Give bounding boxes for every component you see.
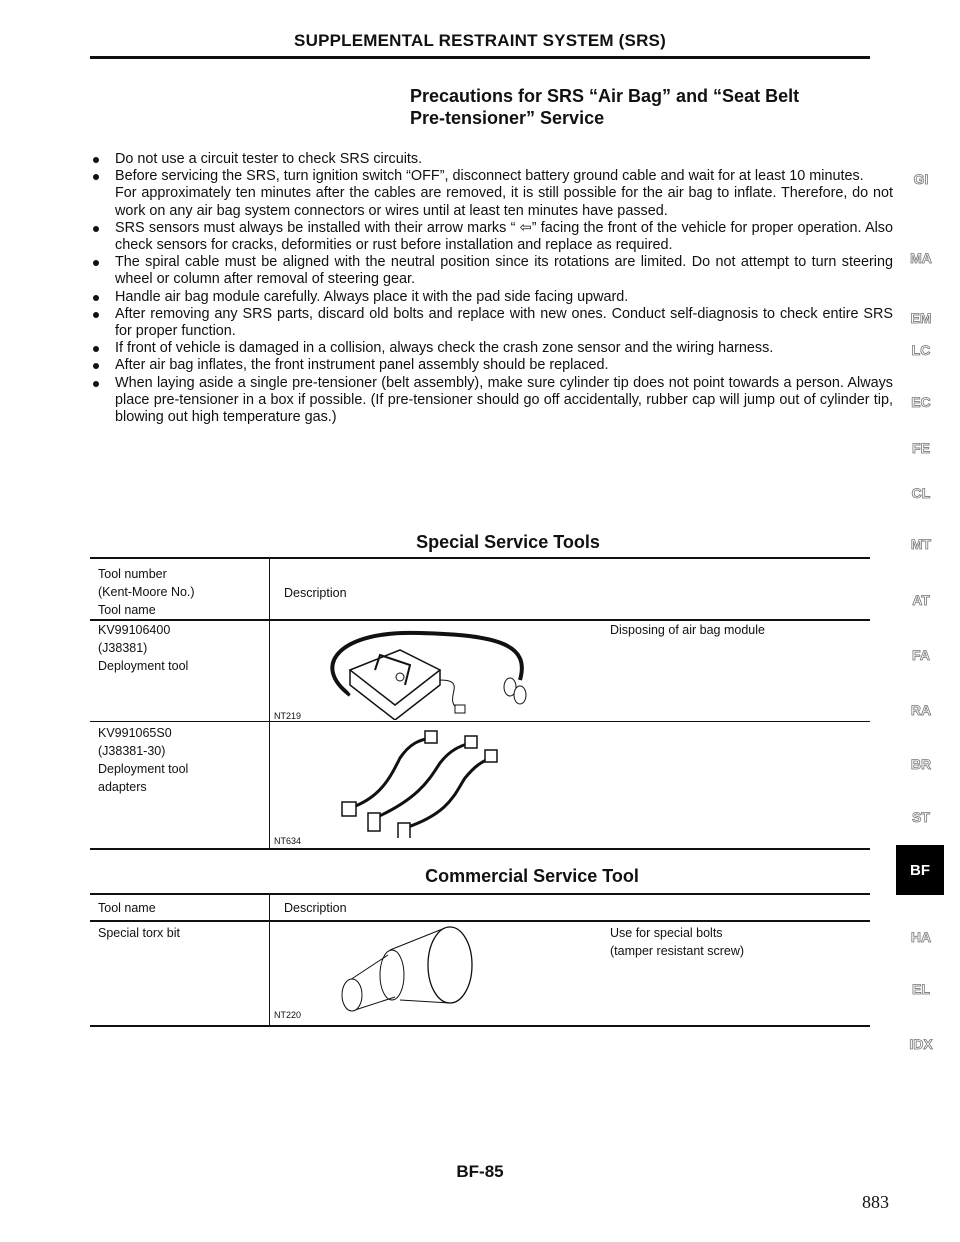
- tool-number: KV991065S0: [98, 726, 172, 740]
- page-header-title: SUPPLEMENTAL RESTRAINT SYSTEM (SRS): [294, 31, 666, 50]
- item-text: SRS sensors must always be installed with their arrow marks “ ⇦” facing the front of the vehicle for proper operation. Also check sensors for cracks, deformities or rust before installation and replace as required.: [115, 219, 893, 254]
- bullet-icon: [93, 346, 99, 352]
- tool-name: Special torx bit: [98, 926, 180, 940]
- deployment-tool-illustration: [300, 625, 560, 720]
- item-text: After air bag inflates, the front instrument panel assembly should be replaced.: [115, 357, 609, 374]
- table-row-tool-number: [98, 621, 188, 675]
- kent-moore-number: (J38381-30): [98, 744, 166, 758]
- side-tab-fe[interactable]: FE: [912, 440, 930, 456]
- bullet-icon: [93, 363, 99, 369]
- side-tab-ma[interactable]: MA: [910, 250, 932, 266]
- col1-header: Tool name: [98, 901, 156, 915]
- bullet-icon: [93, 312, 99, 318]
- bullet-icon: [93, 157, 99, 163]
- figure-code: NT634: [274, 836, 302, 846]
- list-item: [93, 254, 893, 288]
- item-text: Before servicing the SRS, turn ignition switch “OFF”, disconnect battery ground cable and wait for at least 10 minutes.: [115, 168, 864, 185]
- page-code: BF-85: [456, 1162, 504, 1181]
- item-text: If front of vehicle is damaged in a collision, always check the crash zone sensor and the wiring harness.: [115, 340, 774, 357]
- list-item: [93, 375, 893, 427]
- side-tab-ha[interactable]: HA: [910, 929, 932, 945]
- table-bottom-rule: [90, 1025, 870, 1027]
- item-text: The spiral cable must be aligned with the neutral position since its rotations are limited. Do not attempt to turn steering wheel or column after removal of steering gear.: [115, 254, 893, 288]
- header-line: Tool number: [98, 567, 167, 581]
- kent-moore-number: (J38381): [98, 641, 148, 655]
- header-rule: [90, 56, 870, 59]
- column-divider: [269, 559, 270, 849]
- side-tab-el[interactable]: EL: [912, 981, 930, 997]
- precautions-title-2: Pre-tensioner” Service: [410, 108, 605, 128]
- figure-code: NT220: [274, 1010, 302, 1020]
- tool-name: Deployment tool: [98, 762, 189, 776]
- row-rule: [90, 721, 870, 722]
- table-bottom-rule: [90, 848, 870, 850]
- torx-bit-illustration: [330, 925, 490, 1020]
- row-rule: [90, 920, 870, 922]
- item-text: Handle air bag module carefully. Always place it with the pad side facing upward.: [115, 288, 629, 305]
- tool-number: KV99106400: [98, 623, 171, 637]
- bullet-icon: [93, 381, 99, 387]
- col2-header: Description: [284, 586, 347, 600]
- table-rule: [90, 557, 870, 559]
- tool-description: Disposing of air bag module: [610, 623, 765, 637]
- item-text: After removing any SRS parts, discard old bolts and replace with new ones. Conduct self-diagnosis to check entire SRS for proper function.: [115, 305, 893, 340]
- table-row-tool-number: [98, 724, 188, 796]
- item-text: Do not use a circuit tester to check SRS circuits.: [115, 151, 423, 167]
- bullet-icon: [93, 174, 99, 180]
- side-tab-fa[interactable]: FA: [912, 647, 930, 663]
- precautions-title-1: Precautions for SRS “Air Bag” and “Seat Belt: [410, 86, 800, 106]
- tool-name: Deployment tool: [98, 659, 189, 673]
- list-item: [93, 306, 893, 340]
- side-tab-at[interactable]: AT: [912, 592, 930, 608]
- list-item: [93, 220, 893, 254]
- table-rule: [90, 893, 870, 895]
- bullet-icon: [93, 260, 99, 266]
- side-tab-idx[interactable]: IDX: [909, 1036, 933, 1052]
- side-tab-mt[interactable]: MT: [910, 536, 932, 552]
- col1-header: [98, 565, 195, 619]
- bullet-icon: [93, 295, 99, 301]
- item-text: When laying aside a single pre-tensioner (belt assembly), make sure cylinder tip does not point towards a person. Always place pre-tensioner in a box if possible. (If pre-tensioner should go off accidentally, rubber cap will jump out of cylinder tip, blowing out high temperature gas.): [115, 374, 893, 426]
- tool-description: [610, 924, 744, 960]
- list-item: [93, 340, 893, 357]
- list-item: [93, 289, 893, 306]
- side-tab-em[interactable]: EM: [910, 310, 932, 326]
- header-line: (Kent-Moore No.): [98, 585, 195, 599]
- adapter-illustration: [330, 728, 550, 838]
- side-tab-ra[interactable]: RA: [910, 702, 932, 718]
- column-divider: [269, 895, 270, 1025]
- figure-code: NT219: [274, 711, 302, 721]
- page-number: 883: [862, 1192, 889, 1212]
- side-tab-bf-active[interactable]: BF: [896, 845, 944, 895]
- side-tab-gi[interactable]: GI: [913, 171, 929, 187]
- side-tab-st[interactable]: ST: [912, 809, 930, 825]
- side-tab-br[interactable]: BR: [910, 756, 932, 772]
- special-tools-title: Special Service Tools: [416, 532, 600, 552]
- side-tab-cl[interactable]: CL: [911, 485, 931, 501]
- list-item: [93, 168, 893, 185]
- list-item: [93, 357, 893, 374]
- description-line: (tamper resistant screw): [610, 944, 745, 958]
- precautions-list: [93, 151, 893, 426]
- item-continuation: For approximately ten minutes after the cables are removed, it is still possible for the air bag to inflate. Therefore, do not work on any air bag system connectors or wires until at least ten minutes have passed.: [115, 185, 893, 219]
- commercial-tools-title: Commercial Service Tool: [425, 866, 639, 886]
- list-item: [93, 151, 893, 168]
- side-tab-lc[interactable]: LC: [911, 342, 931, 358]
- description-line: Use for special bolts: [610, 926, 723, 940]
- bullet-icon: [93, 226, 99, 232]
- col2-header: Description: [284, 901, 347, 915]
- side-tab-ec[interactable]: EC: [911, 394, 931, 410]
- header-line: Tool name: [98, 603, 156, 617]
- tool-name: adapters: [98, 780, 147, 794]
